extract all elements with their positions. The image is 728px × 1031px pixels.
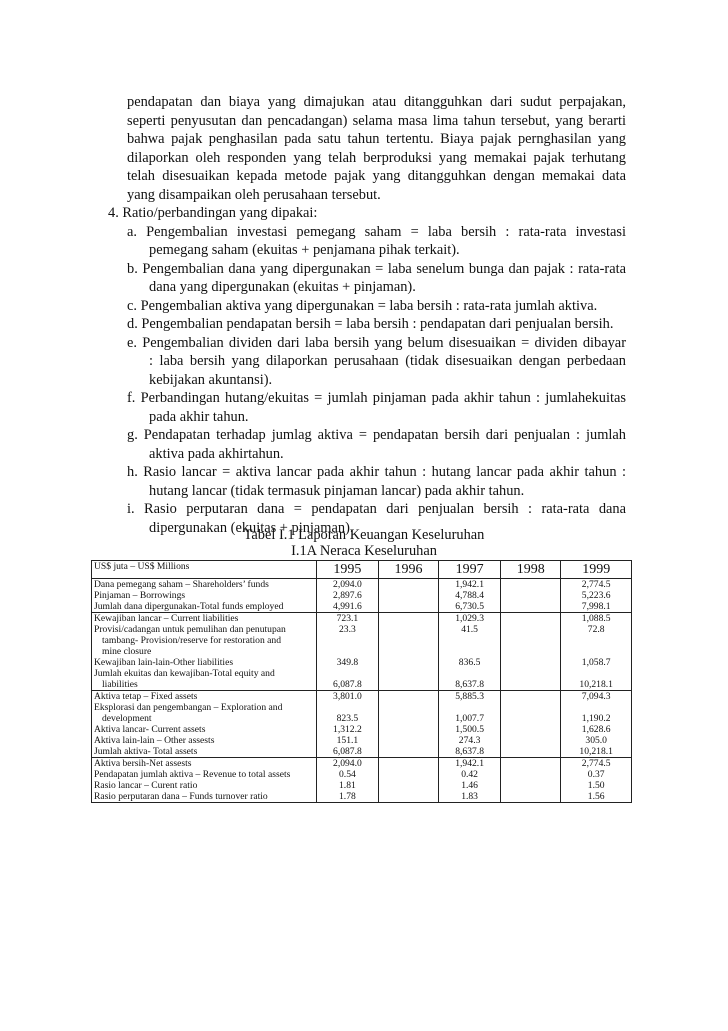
table-row bbox=[92, 769, 632, 780]
value-cell bbox=[378, 657, 438, 668]
value-cell bbox=[378, 624, 438, 657]
value-cell bbox=[501, 735, 561, 746]
row-label bbox=[92, 613, 317, 625]
value-cell bbox=[501, 624, 561, 657]
value-text: 2,094.0 bbox=[333, 579, 362, 590]
value-cell bbox=[561, 590, 632, 601]
value-cell bbox=[501, 579, 561, 591]
ratio-item-line: pada akhir tahun. bbox=[149, 408, 249, 425]
value-cell bbox=[317, 769, 379, 780]
ratio-item-line: g. Pendapatan terhadap jumlag aktiva = pendapatan bersih dari penjualan : jumlah bbox=[127, 427, 626, 443]
row-label-line: Kewajiban lancar – Current liabilities bbox=[94, 613, 239, 624]
table-row bbox=[92, 668, 632, 691]
value-cell bbox=[501, 601, 561, 613]
value-text: 1.50 bbox=[587, 780, 605, 791]
value-cell bbox=[439, 724, 501, 735]
ratio-item-line: h. Rasio lancar = aktiva lancar pada akhir tahun : hutang lancar pada akhir tahun : bbox=[127, 464, 626, 480]
value-cell bbox=[561, 791, 632, 803]
year-header: 1999 bbox=[561, 561, 632, 579]
value-cell bbox=[317, 657, 379, 668]
value-cell bbox=[561, 780, 632, 791]
row-label bbox=[92, 735, 317, 746]
year-header: 1997 bbox=[439, 561, 501, 579]
row-label-line: Pinjaman – Borrowings bbox=[94, 590, 186, 601]
value-cell bbox=[501, 657, 561, 668]
row-label-line: Aktiva lain-lain – Other assests bbox=[94, 735, 215, 746]
row-label bbox=[92, 657, 317, 668]
value-cell bbox=[317, 780, 379, 791]
table-row bbox=[92, 735, 632, 746]
year-header: 1996 bbox=[378, 561, 438, 579]
value-cell bbox=[501, 724, 561, 735]
value-text: 7,094.3 bbox=[581, 691, 611, 702]
value-cell bbox=[501, 746, 561, 758]
paragraph-line: dilaporkan oleh responden yang telah berproduksi yang memakai pajak terhutang bbox=[127, 149, 626, 166]
value-text: 2,897.6 bbox=[333, 590, 362, 601]
value-cell bbox=[439, 601, 501, 613]
table-row bbox=[92, 702, 632, 724]
row-label bbox=[92, 780, 317, 791]
value-cell bbox=[501, 668, 561, 691]
value-cell bbox=[317, 590, 379, 601]
table-row bbox=[92, 590, 632, 601]
value-text: 8,637.8 bbox=[455, 746, 484, 757]
ratio-item-line: f. Perbandingan hutang/ekuitas = jumlah pinjaman pada akhir tahun : jumlahekuitas bbox=[127, 390, 626, 406]
value-cell bbox=[317, 724, 379, 735]
row-label bbox=[92, 769, 317, 780]
value-text: 0.42 bbox=[461, 769, 478, 780]
value-cell bbox=[439, 691, 501, 703]
value-text: 6,087.8 bbox=[333, 679, 362, 690]
value-cell bbox=[378, 735, 438, 746]
row-label-line: Pendapatan jumlah aktiva – Revenue to total assets bbox=[94, 769, 291, 780]
value-cell bbox=[378, 691, 438, 703]
value-cell bbox=[439, 735, 501, 746]
value-text: 23.3 bbox=[339, 624, 356, 635]
value-text: 2,094.0 bbox=[333, 758, 362, 769]
value-text: 723.1 bbox=[336, 613, 359, 624]
value-cell bbox=[378, 702, 438, 724]
ratio-item-line: d. Pengembalian pendapatan bersih = laba bersih : pendapatan dari penjualan bersih. bbox=[127, 316, 614, 332]
value-cell bbox=[378, 579, 438, 591]
value-cell bbox=[501, 691, 561, 703]
value-cell bbox=[378, 746, 438, 758]
value-cell bbox=[317, 601, 379, 613]
table-row bbox=[92, 746, 632, 758]
table-row bbox=[92, 657, 632, 668]
ratio-item-line: dipergunakan (ekuitas + pinjaman). bbox=[149, 519, 354, 536]
row-label-line: Jumlah ekuitas dan kewajiban-Total equity and bbox=[94, 668, 275, 679]
ratio-item-line: i. Rasio perputaran dana = pendapatan dari penjualan bersih : rata-rata dana bbox=[127, 501, 626, 517]
row-label-line: Aktiva tetap – Fixed assets bbox=[94, 691, 198, 702]
ratio-item-line: kebijakan akuntansi). bbox=[149, 371, 273, 388]
value-cell bbox=[317, 691, 379, 703]
value-cell bbox=[439, 624, 501, 657]
value-text: 274.3 bbox=[458, 735, 481, 746]
value-cell bbox=[561, 691, 632, 703]
value-cell bbox=[317, 758, 379, 770]
paragraph-line: telah disesuaikan kepada metode pajak yang ditangguhkan dengan memakai data bbox=[127, 168, 626, 184]
value-cell bbox=[501, 758, 561, 770]
value-cell bbox=[561, 769, 632, 780]
value-cell bbox=[317, 702, 379, 724]
row-label-line: Provisi/cadangan untuk pemulihan dan penutupan bbox=[94, 624, 286, 635]
row-label bbox=[92, 691, 317, 703]
value-cell bbox=[317, 624, 379, 657]
row-label-line: Kewajiban lain-lain-Other liabilities bbox=[94, 657, 234, 668]
value-text: 1,029.3 bbox=[455, 613, 484, 624]
value-cell bbox=[439, 668, 501, 691]
value-text: 2,774.5 bbox=[581, 758, 611, 769]
row-label-line: tambang- Provision/reserve for restoration and bbox=[102, 635, 282, 646]
table-row bbox=[92, 613, 632, 625]
row-label-line: Rasio lancar – Curent ratio bbox=[94, 780, 198, 791]
value-cell bbox=[378, 590, 438, 601]
table-row bbox=[92, 691, 632, 703]
row-label-line: Aktiva bersih-Net assests bbox=[94, 758, 192, 769]
value-text: 1,007.7 bbox=[455, 713, 484, 724]
value-text: 4,788.4 bbox=[455, 590, 484, 601]
row-label bbox=[92, 601, 317, 613]
value-text: 1,500.5 bbox=[455, 724, 484, 735]
value-text: 349.8 bbox=[336, 657, 359, 668]
value-text: 5,223.6 bbox=[581, 590, 611, 601]
row-label-line: Jumlah aktiva- Total assets bbox=[94, 746, 198, 757]
table-row bbox=[92, 758, 632, 770]
value-text: 823.5 bbox=[336, 713, 359, 724]
value-text: 1.83 bbox=[461, 791, 478, 802]
ratio-item-line: : laba bersih yang dilaporkan perusahaan (tidak disesuaikan dengan perbedaan bbox=[149, 353, 626, 369]
value-cell bbox=[317, 791, 379, 803]
row-label bbox=[92, 702, 317, 724]
value-text: 1.78 bbox=[339, 791, 356, 802]
value-text: 1,942.1 bbox=[455, 758, 484, 769]
ratio-item-line: aktiva pada akhirtahun. bbox=[149, 445, 284, 462]
value-cell bbox=[317, 579, 379, 591]
value-text: 1.56 bbox=[587, 791, 605, 802]
value-text: 1.81 bbox=[339, 780, 356, 791]
value-text: 8,637.8 bbox=[455, 679, 484, 690]
value-cell bbox=[561, 613, 632, 625]
ratio-item-line: c. Pengembalian aktiva yang dipergunakan = laba bersih : rata-rata jumlah aktiva. bbox=[127, 297, 598, 314]
value-text: 10,218.1 bbox=[579, 746, 613, 757]
value-text: 6,730.5 bbox=[455, 601, 484, 612]
value-cell bbox=[501, 590, 561, 601]
value-text: 1,312.2 bbox=[333, 724, 362, 735]
row-label bbox=[92, 791, 317, 803]
value-cell bbox=[561, 624, 632, 657]
value-cell bbox=[561, 724, 632, 735]
value-cell bbox=[317, 668, 379, 691]
row-label-line: Aktiva lancar- Current assets bbox=[94, 724, 206, 735]
value-text: 0.37 bbox=[587, 769, 605, 780]
paragraph-line: seperti penyusutan dan pencadangan) selama masa lima tahun tersebut, yang berarti bbox=[127, 112, 626, 129]
row-label bbox=[92, 724, 317, 735]
ratio-item-line: dana yang dipergunakan (ekuitas + pinjaman). bbox=[149, 279, 416, 295]
table-header-row bbox=[92, 561, 632, 579]
ratio-item-line: e. Pengembalian dividen dari laba bersih yang belum disesuaikan = dividen dibayar bbox=[127, 334, 626, 351]
table-row bbox=[92, 579, 632, 591]
value-text: 836.5 bbox=[458, 657, 481, 668]
value-cell bbox=[378, 758, 438, 770]
row-label bbox=[92, 590, 317, 601]
value-cell bbox=[439, 746, 501, 758]
ratio-item-line: a. Pengembalian investasi pemegang saham = laba bersih : rata-rata investasi bbox=[127, 223, 626, 240]
value-cell bbox=[561, 746, 632, 758]
paragraph-line: bahwa pajak penghasilan pada satu tahun tertentu. Biaya pajak pernghasilan yang bbox=[127, 131, 626, 147]
value-cell bbox=[439, 590, 501, 601]
year-header: 1995 bbox=[317, 561, 379, 579]
value-cell bbox=[378, 791, 438, 803]
value-text: 1,058.7 bbox=[581, 657, 611, 668]
value-cell bbox=[378, 668, 438, 691]
value-text: 1,628.6 bbox=[581, 724, 611, 735]
table-row bbox=[92, 724, 632, 735]
table-row bbox=[92, 624, 632, 657]
value-cell bbox=[378, 780, 438, 791]
value-cell bbox=[317, 613, 379, 625]
value-cell bbox=[378, 601, 438, 613]
value-text: 6,087.8 bbox=[333, 746, 362, 757]
value-cell bbox=[501, 613, 561, 625]
value-cell bbox=[561, 579, 632, 591]
value-text: 3,801.0 bbox=[333, 691, 362, 702]
value-text: 72.8 bbox=[587, 624, 605, 635]
paragraph-line: yang disampaikan oleh perusahaan tersebut. bbox=[127, 186, 381, 203]
row-label bbox=[92, 758, 317, 770]
value-cell bbox=[561, 735, 632, 746]
value-cell bbox=[561, 601, 632, 613]
value-cell bbox=[439, 579, 501, 591]
row-label bbox=[92, 668, 317, 691]
value-text: 1,942.1 bbox=[455, 579, 484, 590]
row-label-line: Eksplorasi dan pengembangan – Exploration and bbox=[94, 702, 283, 713]
value-cell bbox=[439, 791, 501, 803]
value-text: 0.54 bbox=[339, 769, 356, 780]
balance-sheet-table bbox=[91, 560, 632, 803]
value-text: 1,190.2 bbox=[581, 713, 611, 724]
value-text: 151.1 bbox=[336, 735, 359, 746]
header-unit-label: US$ juta – US$ Millions bbox=[92, 561, 317, 579]
value-text: 10,218.1 bbox=[579, 679, 613, 690]
value-text: 2,774.5 bbox=[581, 579, 611, 590]
value-cell bbox=[439, 702, 501, 724]
row-label-line: Jumlah dana dipergunakan-Total funds employed bbox=[94, 601, 284, 612]
table-row bbox=[92, 601, 632, 613]
value-text: 1,088.5 bbox=[581, 613, 611, 624]
row-label-line: mine closure bbox=[102, 646, 152, 657]
row-label-line: Rasio perputaran dana – Funds turnover ratio bbox=[94, 791, 268, 802]
table-title: Tabel I.1 Laporan Keuangan Keseluruhan bbox=[243, 527, 485, 543]
value-cell bbox=[501, 769, 561, 780]
value-cell bbox=[378, 769, 438, 780]
row-label bbox=[92, 579, 317, 591]
table-subtitle: I.1A Neraca Keseluruhan bbox=[291, 543, 437, 559]
value-cell bbox=[561, 668, 632, 691]
value-cell bbox=[439, 780, 501, 791]
value-cell bbox=[439, 758, 501, 770]
value-cell bbox=[561, 657, 632, 668]
table-row bbox=[92, 791, 632, 803]
value-cell bbox=[501, 791, 561, 803]
value-text: 7,998.1 bbox=[581, 601, 611, 612]
row-label bbox=[92, 746, 317, 758]
value-cell bbox=[501, 702, 561, 724]
value-text: 41.5 bbox=[461, 624, 478, 635]
value-cell bbox=[317, 746, 379, 758]
value-cell bbox=[439, 657, 501, 668]
year-header: 1998 bbox=[501, 561, 561, 579]
value-text: 4,991.6 bbox=[333, 601, 362, 612]
value-cell bbox=[378, 724, 438, 735]
section-heading: 4. Ratio/perbandingan yang dipakai: bbox=[108, 205, 318, 221]
ratio-item-line: pemegang saham (ekuitas + penjamana pihak terkait). bbox=[149, 242, 460, 258]
value-cell bbox=[317, 735, 379, 746]
value-text: 5,885.3 bbox=[455, 691, 484, 702]
value-cell bbox=[439, 613, 501, 625]
value-cell bbox=[561, 702, 632, 724]
row-label-line: Dana pemegang saham – Shareholders’ funds bbox=[94, 579, 269, 590]
row-label-line: development bbox=[102, 713, 152, 724]
value-cell bbox=[439, 769, 501, 780]
value-cell bbox=[501, 780, 561, 791]
value-text: 1.46 bbox=[461, 780, 478, 791]
value-cell bbox=[378, 613, 438, 625]
row-label bbox=[92, 624, 317, 657]
ratio-item-line: b. Pengembalian dana yang dipergunakan = laba senelum bunga dan pajak : rata-rata bbox=[127, 260, 626, 277]
table-row bbox=[92, 780, 632, 791]
row-label-line: liabilities bbox=[102, 679, 138, 690]
ratio-item-line: hutang lancar (tidak termasuk pinjaman lancar) pada akhir tahun. bbox=[149, 482, 525, 499]
value-text: 305.0 bbox=[585, 735, 607, 746]
paragraph-line: pendapatan dan biaya yang dimajukan atau ditangguhkan dari sudut perpajakan, bbox=[127, 94, 626, 110]
value-cell bbox=[561, 758, 632, 770]
